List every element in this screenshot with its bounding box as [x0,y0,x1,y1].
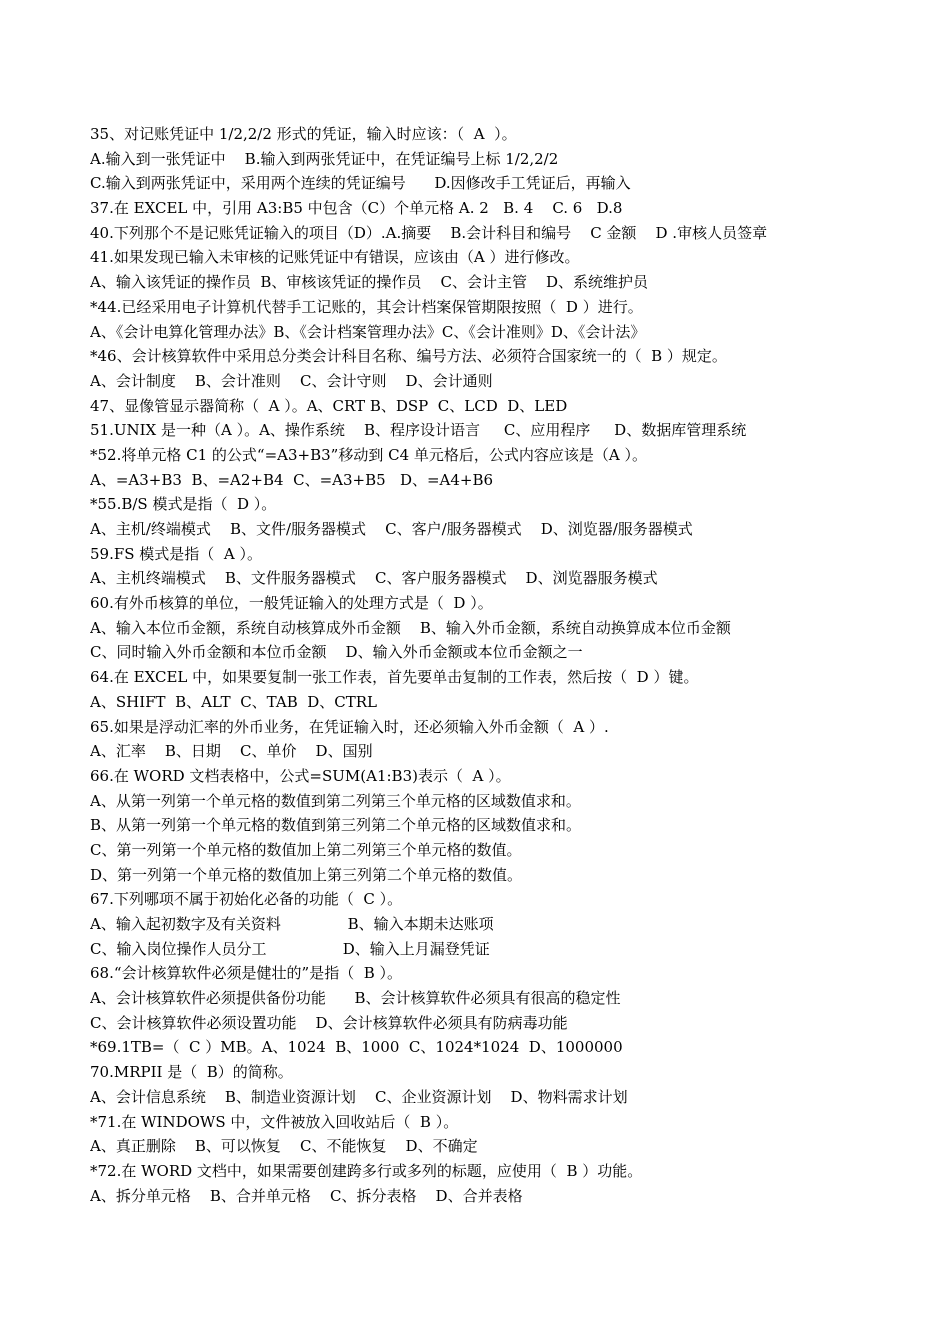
text-line: A、主机/终端模式 B、文件/服务器模式 C、客户/服务器模式 D、浏览器/服务器模式 [90,520,693,538]
text-line: *69.1TB=（ C ）MB。A、1024 B、1000 C、1024*1024 D、1000000 [90,1038,623,1057]
text-line: B、从第一列第一个单元格的数值到第三列第二个单元格的区域数值求和。 [90,816,582,835]
text-line: A、会计信息系统 B、制造业资源计划 C、企业资源计划 D、物料需求计划 [90,1087,628,1106]
text-line: A、真正删除 B、可以恢复 C、不能恢复 D、不确定 [90,1137,478,1156]
text-line: C.输入到两张凭证中，采用两个连续的凭证编号 D.因修改手工凭证后，再输入 [90,174,631,193]
text-line: A、主机终端模式 B、文件服务器模式 C、客户服务器模式 D、浏览器服务模式 [90,569,658,588]
text-line: C、输入岗位操作人员分工 D、输入上月漏登凭证 [90,939,490,958]
text-line: 47、显像管显示器简称（ A ）。A、CRT B、DSP C、LCD D、LED [90,396,568,415]
text-line: 65.如果是浮动汇率的外币业务，在凭证输入时，还必须输入外币金额（ A ）. [90,717,609,736]
text-line: 60.有外币核算的单位，一般凭证输入的处理方式是（ D ）。 [90,594,493,613]
text-line: C、同时输入外币金额和本位币金额 D、输入外币金额或本位币金额之一 [90,643,583,662]
text-line: A、SHIFT B、ALT C、TAB D、CTRL [90,692,378,711]
text-line: A、会计制度 B、会计准则 C、会计守则 D、会计通则 [90,371,493,390]
text-line: A、拆分单元格 B、合并单元格 C、拆分表格 D、合并表格 [90,1186,523,1205]
text-line: *46、会计核算软件中采用总分类会计科目名称、编号方法、必须符合国家统一的（ B ）规定。 [90,347,727,366]
text-line: C、会计核算软件必须设置功能 D、会计核算软件必须具有防病毒功能 [90,1013,568,1032]
text-line: A、从第一列第一个单元格的数值到第二列第三个单元格的区域数值求和。 [90,791,581,810]
question-list [90,122,890,1208]
text-line: A、汇率 B、日期 C、单价 D、国别 [90,742,373,761]
text-line: A、输入起初数字及有关资料 B、输入本期未达账项 [90,915,494,933]
text-line: A、输入该凭证的操作员 B、审核该凭证的操作员 C、会计主管 D、系统维护员 [90,273,649,292]
text-line: A、输入本位币金额，系统自动核算成外币金额 B、输入外币金额，系统自动换算成本位币金额 [90,618,731,637]
text-line: 59.FS 模式是指（ A ）。 [90,544,262,563]
text-line: A.输入到一张凭证中 B.输入到两张凭证中，在凭证编号上标 1/2,2/2 [90,149,559,168]
text-line: *52.将单元格 C1 的公式“=A3+B3”移动到 C4 单元格后，公式内容应该是（A ）。 [90,445,647,464]
text-line: 35、对记账凭证中 1/2,2/2 形式的凭证，输入时应该：（ A ）。 [90,125,517,143]
text-line: 37.在 EXCEL 中，引用 A3:B5 中包含（C）个单元格 A. 2 B. 4 C. 6 D.8 [90,199,623,218]
text-line: 41.如果发现已输入未审核的记账凭证中有错误，应该由（A ）进行修改。 [90,248,580,267]
text-line: 40.下列那个不是记账凭证输入的项目（D）.A.摘要 B.会计科目和编号 C 金额 D .审核人员签章 [90,223,768,242]
text-line: A、=A3+B3 B、=A2+B4 C、=A3+B5 D、=A4+B6 [90,470,494,489]
text-line: *71.在 WINDOWS 中，文件被放入回收站后（ B ）。 [90,1112,459,1131]
text-line: 66.在 WORD 文档表格中，公式=SUM(A1:B3)表示（ A ）。 [90,766,511,785]
text-line: A、会计核算软件必须提供备份功能 B、会计核算软件必须具有很高的稳定性 [90,989,621,1008]
text-line: 67.下列哪项不属于初始化必备的功能（ C ）。 [90,890,403,909]
text-line: A、《会计电算化管理办法》B、《会计档案管理办法》C、《会计准则》D、《会计法》 [90,322,646,341]
text-line: *55.B/S 模式是指（ D ）。 [90,495,277,514]
text-line: C、第一列第一个单元格的数值加上第二列第三个单元格的数值。 [90,840,522,859]
text-line: *44.已经采用电子计算机代替手工记账的，其会计档案保管期限按照（ D ）进行。 [90,297,643,316]
text-line: 68.“会计核算软件必须是健壮的”是指（ B ）。 [90,964,403,983]
text-line: *72.在 WORD 文档中，如果需要创建跨多行或多列的标题，应使用（ B ）功能。 [90,1161,643,1180]
text-line: D、第一列第一个单元格的数值加上第三列第二个单元格的数值。 [90,865,523,884]
text-line: 64.在 EXCEL 中，如果要复制一张工作表，首先要单击复制的工作表，然后按（ D ）键。 [90,668,699,687]
text-line: 51.UNIX 是一种（A ）。A、操作系统 B、程序设计语言 C、应用程序 D、数据库管理系统 [90,421,747,440]
text-line: 70.MRPII 是（ B）的简称。 [90,1063,293,1082]
